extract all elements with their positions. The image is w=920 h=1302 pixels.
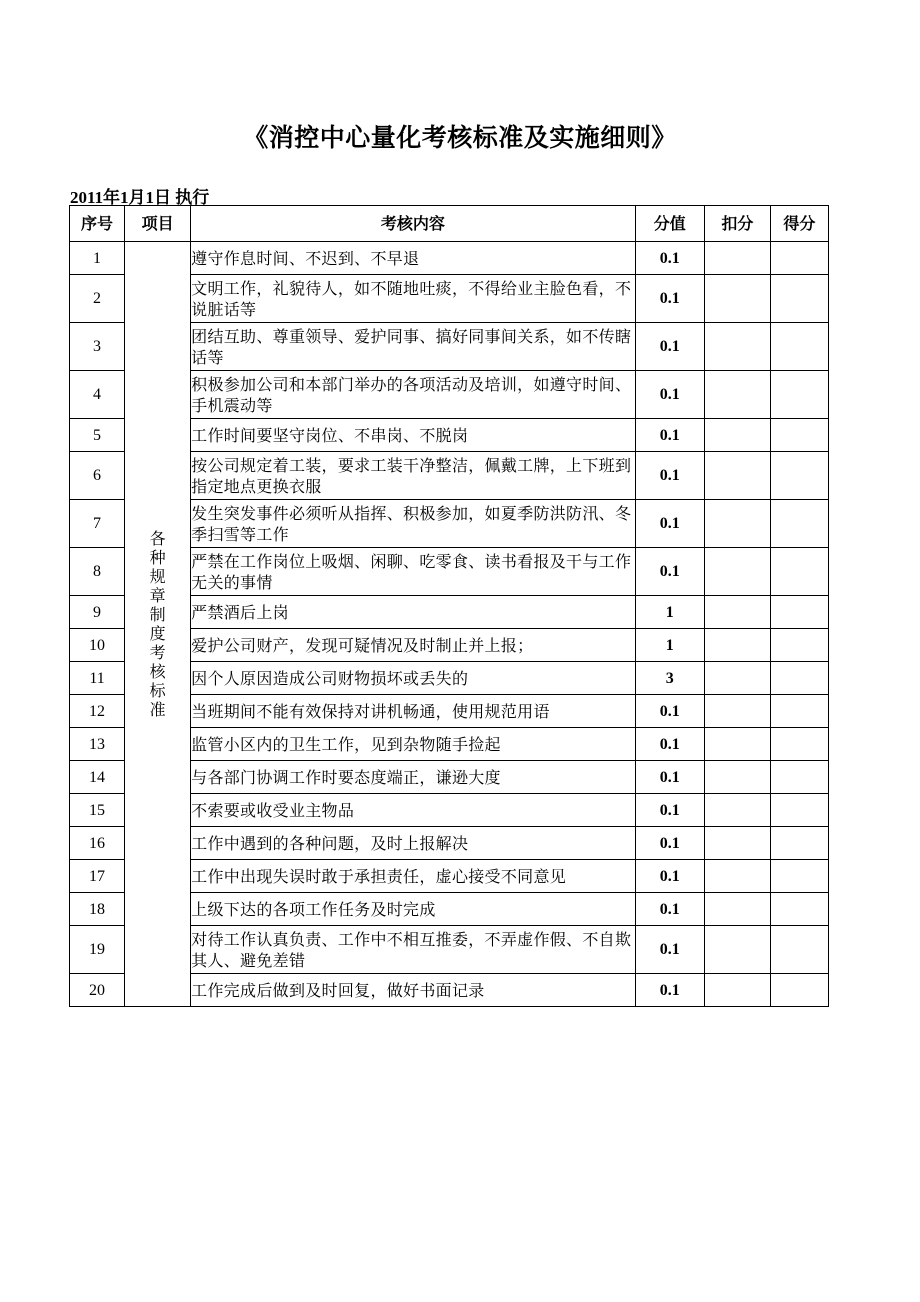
row-score: 1	[635, 596, 704, 629]
row-deduct[interactable]	[704, 323, 770, 371]
row-earned[interactable]	[770, 629, 828, 662]
row-no: 17	[70, 860, 125, 893]
page-title: 《消控中心量化考核标准及实施细则》	[243, 123, 677, 152]
row-score: 0.1	[635, 323, 704, 371]
row-deduct[interactable]	[704, 761, 770, 794]
row-score: 0.1	[635, 419, 704, 452]
row-no: 15	[70, 794, 125, 827]
row-score: 0.1	[635, 794, 704, 827]
row-no: 5	[70, 419, 125, 452]
row-no: 9	[70, 596, 125, 629]
row-content: 遵守作息时间、不迟到、不早退	[191, 242, 636, 275]
row-score: 0.1	[635, 761, 704, 794]
row-no: 1	[70, 242, 125, 275]
header-no: 序号	[70, 206, 125, 242]
row-content: 与各部门协调工作时要态度端正，谦逊大度	[191, 761, 636, 794]
row-content: 严禁酒后上岗	[191, 596, 636, 629]
row-deduct[interactable]	[704, 695, 770, 728]
row-no: 3	[70, 323, 125, 371]
row-content: 工作时间要坚守岗位、不串岗、不脱岗	[191, 419, 636, 452]
row-no: 4	[70, 371, 125, 419]
row-earned[interactable]	[770, 761, 828, 794]
assessment-table	[69, 205, 829, 1007]
row-score: 0.1	[635, 860, 704, 893]
row-content: 监管小区内的卫生工作，见到杂物随手捡起	[191, 728, 636, 761]
row-content: 按公司规定着工装，要求工装干净整洁，佩戴工牌，上下班到指定地点更换衣服	[191, 452, 636, 500]
row-score: 0.1	[635, 275, 704, 323]
row-earned[interactable]	[770, 500, 828, 548]
row-score: 0.1	[635, 893, 704, 926]
row-deduct[interactable]	[704, 419, 770, 452]
row-score: 0.1	[635, 242, 704, 275]
table-row	[70, 242, 829, 275]
row-content: 因个人原因造成公司财物损坏或丢失的	[191, 662, 636, 695]
row-earned[interactable]	[770, 827, 828, 860]
row-content: 严禁在工作岗位上吸烟、闲聊、吃零食、读书看报及干与工作无关的事情	[191, 548, 636, 596]
category-label: 各种规章制度考核标准	[149, 528, 166, 719]
row-no: 16	[70, 827, 125, 860]
row-deduct[interactable]	[704, 893, 770, 926]
header-content: 考核内容	[191, 206, 636, 242]
row-no: 2	[70, 275, 125, 323]
row-earned[interactable]	[770, 275, 828, 323]
row-content: 文明工作，礼貌待人，如不随地吐痰，不得给业主脸色看，不说脏话等	[191, 275, 636, 323]
row-score: 0.1	[635, 926, 704, 974]
row-content: 团结互助、尊重领导、爱护同事、搞好同事间关系，如不传瞎话等	[191, 323, 636, 371]
row-deduct[interactable]	[704, 452, 770, 500]
row-earned[interactable]	[770, 548, 828, 596]
row-no: 20	[70, 974, 125, 1007]
row-content: 工作中遇到的各种问题，及时上报解决	[191, 827, 636, 860]
row-content: 不索要或收受业主物品	[191, 794, 636, 827]
row-content: 当班期间不能有效保持对讲机畅通，使用规范用语	[191, 695, 636, 728]
row-earned[interactable]	[770, 371, 828, 419]
row-no: 8	[70, 548, 125, 596]
row-earned[interactable]	[770, 323, 828, 371]
row-deduct[interactable]	[704, 827, 770, 860]
row-earned[interactable]	[770, 893, 828, 926]
row-no: 12	[70, 695, 125, 728]
header-deduct: 扣分	[704, 206, 770, 242]
row-content: 上级下达的各项工作任务及时完成	[191, 893, 636, 926]
row-deduct[interactable]	[704, 974, 770, 1007]
row-no: 6	[70, 452, 125, 500]
row-score: 0.1	[635, 728, 704, 761]
row-earned[interactable]	[770, 452, 828, 500]
row-earned[interactable]	[770, 695, 828, 728]
row-score: 0.1	[635, 548, 704, 596]
row-deduct[interactable]	[704, 629, 770, 662]
table-header-row	[70, 206, 829, 242]
row-score: 0.1	[635, 371, 704, 419]
row-deduct[interactable]	[704, 548, 770, 596]
row-score: 3	[635, 662, 704, 695]
execution-date: 2011年1月1日 执行	[70, 188, 210, 207]
row-earned[interactable]	[770, 596, 828, 629]
row-earned[interactable]	[770, 728, 828, 761]
category-cell	[125, 242, 191, 1007]
row-earned[interactable]	[770, 794, 828, 827]
row-deduct[interactable]	[704, 275, 770, 323]
row-score: 0.1	[635, 827, 704, 860]
row-deduct[interactable]	[704, 371, 770, 419]
row-deduct[interactable]	[704, 728, 770, 761]
row-earned[interactable]	[770, 419, 828, 452]
row-earned[interactable]	[770, 242, 828, 275]
row-content: 对待工作认真负责、工作中不相互推委，不弄虚作假、不自欺其人、避免差错	[191, 926, 636, 974]
row-deduct[interactable]	[704, 926, 770, 974]
row-deduct[interactable]	[704, 242, 770, 275]
row-no: 19	[70, 926, 125, 974]
header-item: 项目	[125, 206, 191, 242]
row-earned[interactable]	[770, 926, 828, 974]
row-earned[interactable]	[770, 974, 828, 1007]
row-deduct[interactable]	[704, 662, 770, 695]
row-no: 13	[70, 728, 125, 761]
row-score: 0.1	[635, 974, 704, 1007]
row-no: 7	[70, 500, 125, 548]
row-score: 0.1	[635, 500, 704, 548]
row-score: 1	[635, 629, 704, 662]
row-score: 0.1	[635, 695, 704, 728]
row-content: 积极参加公司和本部门举办的各项活动及培训，如遵守时间、手机震动等	[191, 371, 636, 419]
row-deduct[interactable]	[704, 596, 770, 629]
header-score: 分值	[635, 206, 704, 242]
row-content: 工作完成后做到及时回复，做好书面记录	[191, 974, 636, 1007]
row-earned[interactable]	[770, 860, 828, 893]
row-no: 11	[70, 662, 125, 695]
row-score: 0.1	[635, 452, 704, 500]
row-no: 14	[70, 761, 125, 794]
row-deduct[interactable]	[704, 500, 770, 548]
row-content: 工作中出现失误时敢于承担责任，虚心接受不同意见	[191, 860, 636, 893]
row-deduct[interactable]	[704, 860, 770, 893]
row-no: 10	[70, 629, 125, 662]
header-earned: 得分	[770, 206, 828, 242]
row-deduct[interactable]	[704, 794, 770, 827]
row-earned[interactable]	[770, 662, 828, 695]
row-content: 爱护公司财产，发现可疑情况及时制止并上报；	[191, 629, 636, 662]
row-no: 18	[70, 893, 125, 926]
row-content: 发生突发事件必须听从指挥、积极参加，如夏季防洪防汛、冬季扫雪等工作	[191, 500, 636, 548]
